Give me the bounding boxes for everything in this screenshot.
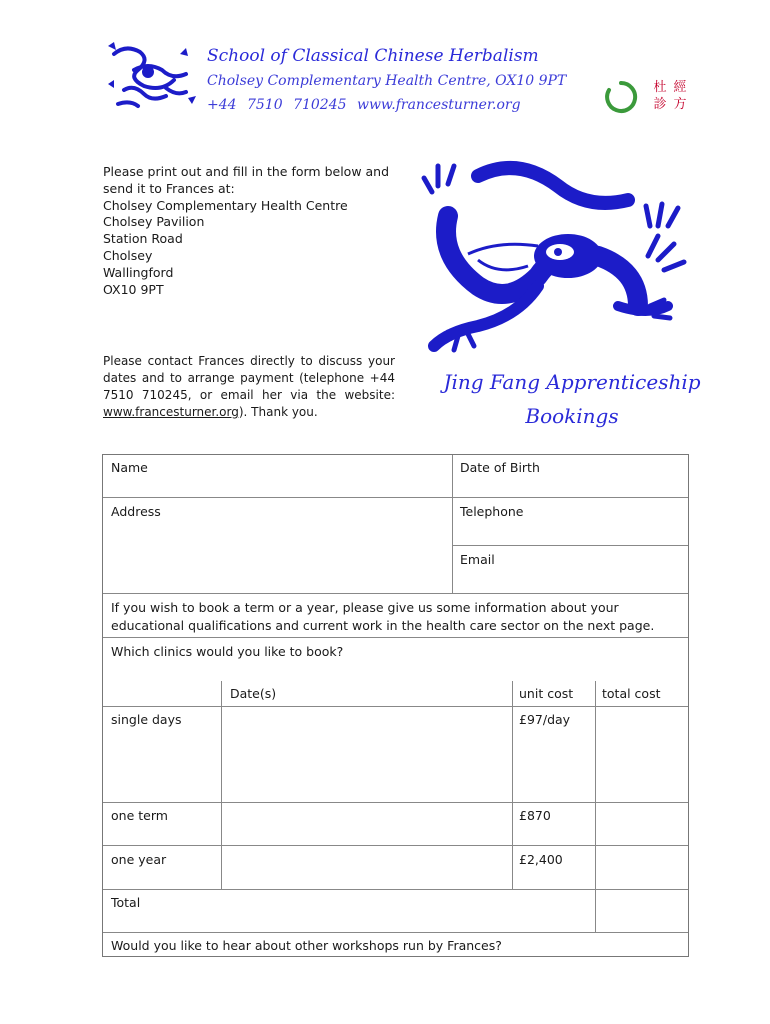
unit-cost-one-year: £2,400 [519,852,563,867]
school-location: Cholsey Complementary Health Centre, OX10 9PT [207,73,567,89]
address-label: Address [111,504,161,519]
qualifications-text: educational qualifications and current work in the health care sector on the next page. [111,618,655,633]
enso-circle-icon [604,80,638,114]
booking-form [102,454,689,957]
school-contact: +44 7510 710245 www.francesturner.org [207,97,521,113]
contact-text-end: ). Thank you. [238,405,318,419]
booking-title-line: Jing Fang Apprenticeship [443,370,701,394]
divider [452,545,688,546]
row-label-one-year: one year [111,852,167,867]
dob-label: Date of Birth [460,460,540,475]
dragon-illustration [418,156,696,362]
mailing-instructions [103,164,395,298]
telephone-label: Telephone [460,504,524,519]
unit-cost-one-term: £870 [519,808,551,823]
instruction-line: Please print out and fill in the form below and [103,164,390,179]
total-label: Total [111,895,141,910]
qualifications-text: If you wish to book a term or a year, please give us some information about your [111,600,619,615]
email-label: Email [460,552,495,567]
divider [103,932,688,933]
unit-cost-column-header: unit cost [519,686,574,701]
seal-char: 杜 [653,80,667,95]
divider [103,706,688,707]
booking-title-line: Bookings [525,404,619,428]
dragon-logo-small [104,40,200,112]
chinese-seal [650,80,690,114]
divider [512,681,513,889]
seal-char: 經 [673,80,687,95]
seal-char: 診 [653,97,667,112]
row-label-one-term: one term [111,808,168,823]
divider [103,497,688,498]
instruction-line: Wallingford [103,264,174,280]
divider [103,802,688,803]
instruction-line: send it to Frances at: [103,180,235,196]
website-link[interactable]: www.francesturner.org [103,405,239,419]
divider [103,845,688,846]
seal-char: 方 [673,97,687,112]
instruction-line: Station Road [103,231,183,247]
instruction-line: Cholsey [103,247,153,263]
booking-title [430,365,714,433]
contact-paragraph [103,353,395,421]
instruction-line: Cholsey Pavilion [103,214,205,230]
contact-text: Please contact Frances directly to discuss your dates and to arrange payment (telephone +44 7510 710245, or email her via the website: [103,354,395,402]
row-label-single-days: single days [111,712,182,727]
instruction-line: Cholsey Complementary Health Centre [103,197,348,213]
school-name: School of Classical Chinese Herbalism [207,46,539,66]
name-label: Name [111,460,148,475]
divider [595,681,596,932]
divider [103,593,688,594]
divider [452,455,453,593]
divider [103,637,688,638]
workshops-question: Would you like to hear about other workshops run by Frances? [111,938,502,953]
clinics-question: Which clinics would you like to book? [111,644,344,659]
unit-cost-single-days: £97/day [519,712,571,727]
instruction-line: OX10 9PT [103,281,164,297]
divider [221,681,222,889]
divider [103,889,688,890]
dates-column-header: Date(s) [230,686,277,701]
total-cost-column-header: total cost [602,686,661,701]
